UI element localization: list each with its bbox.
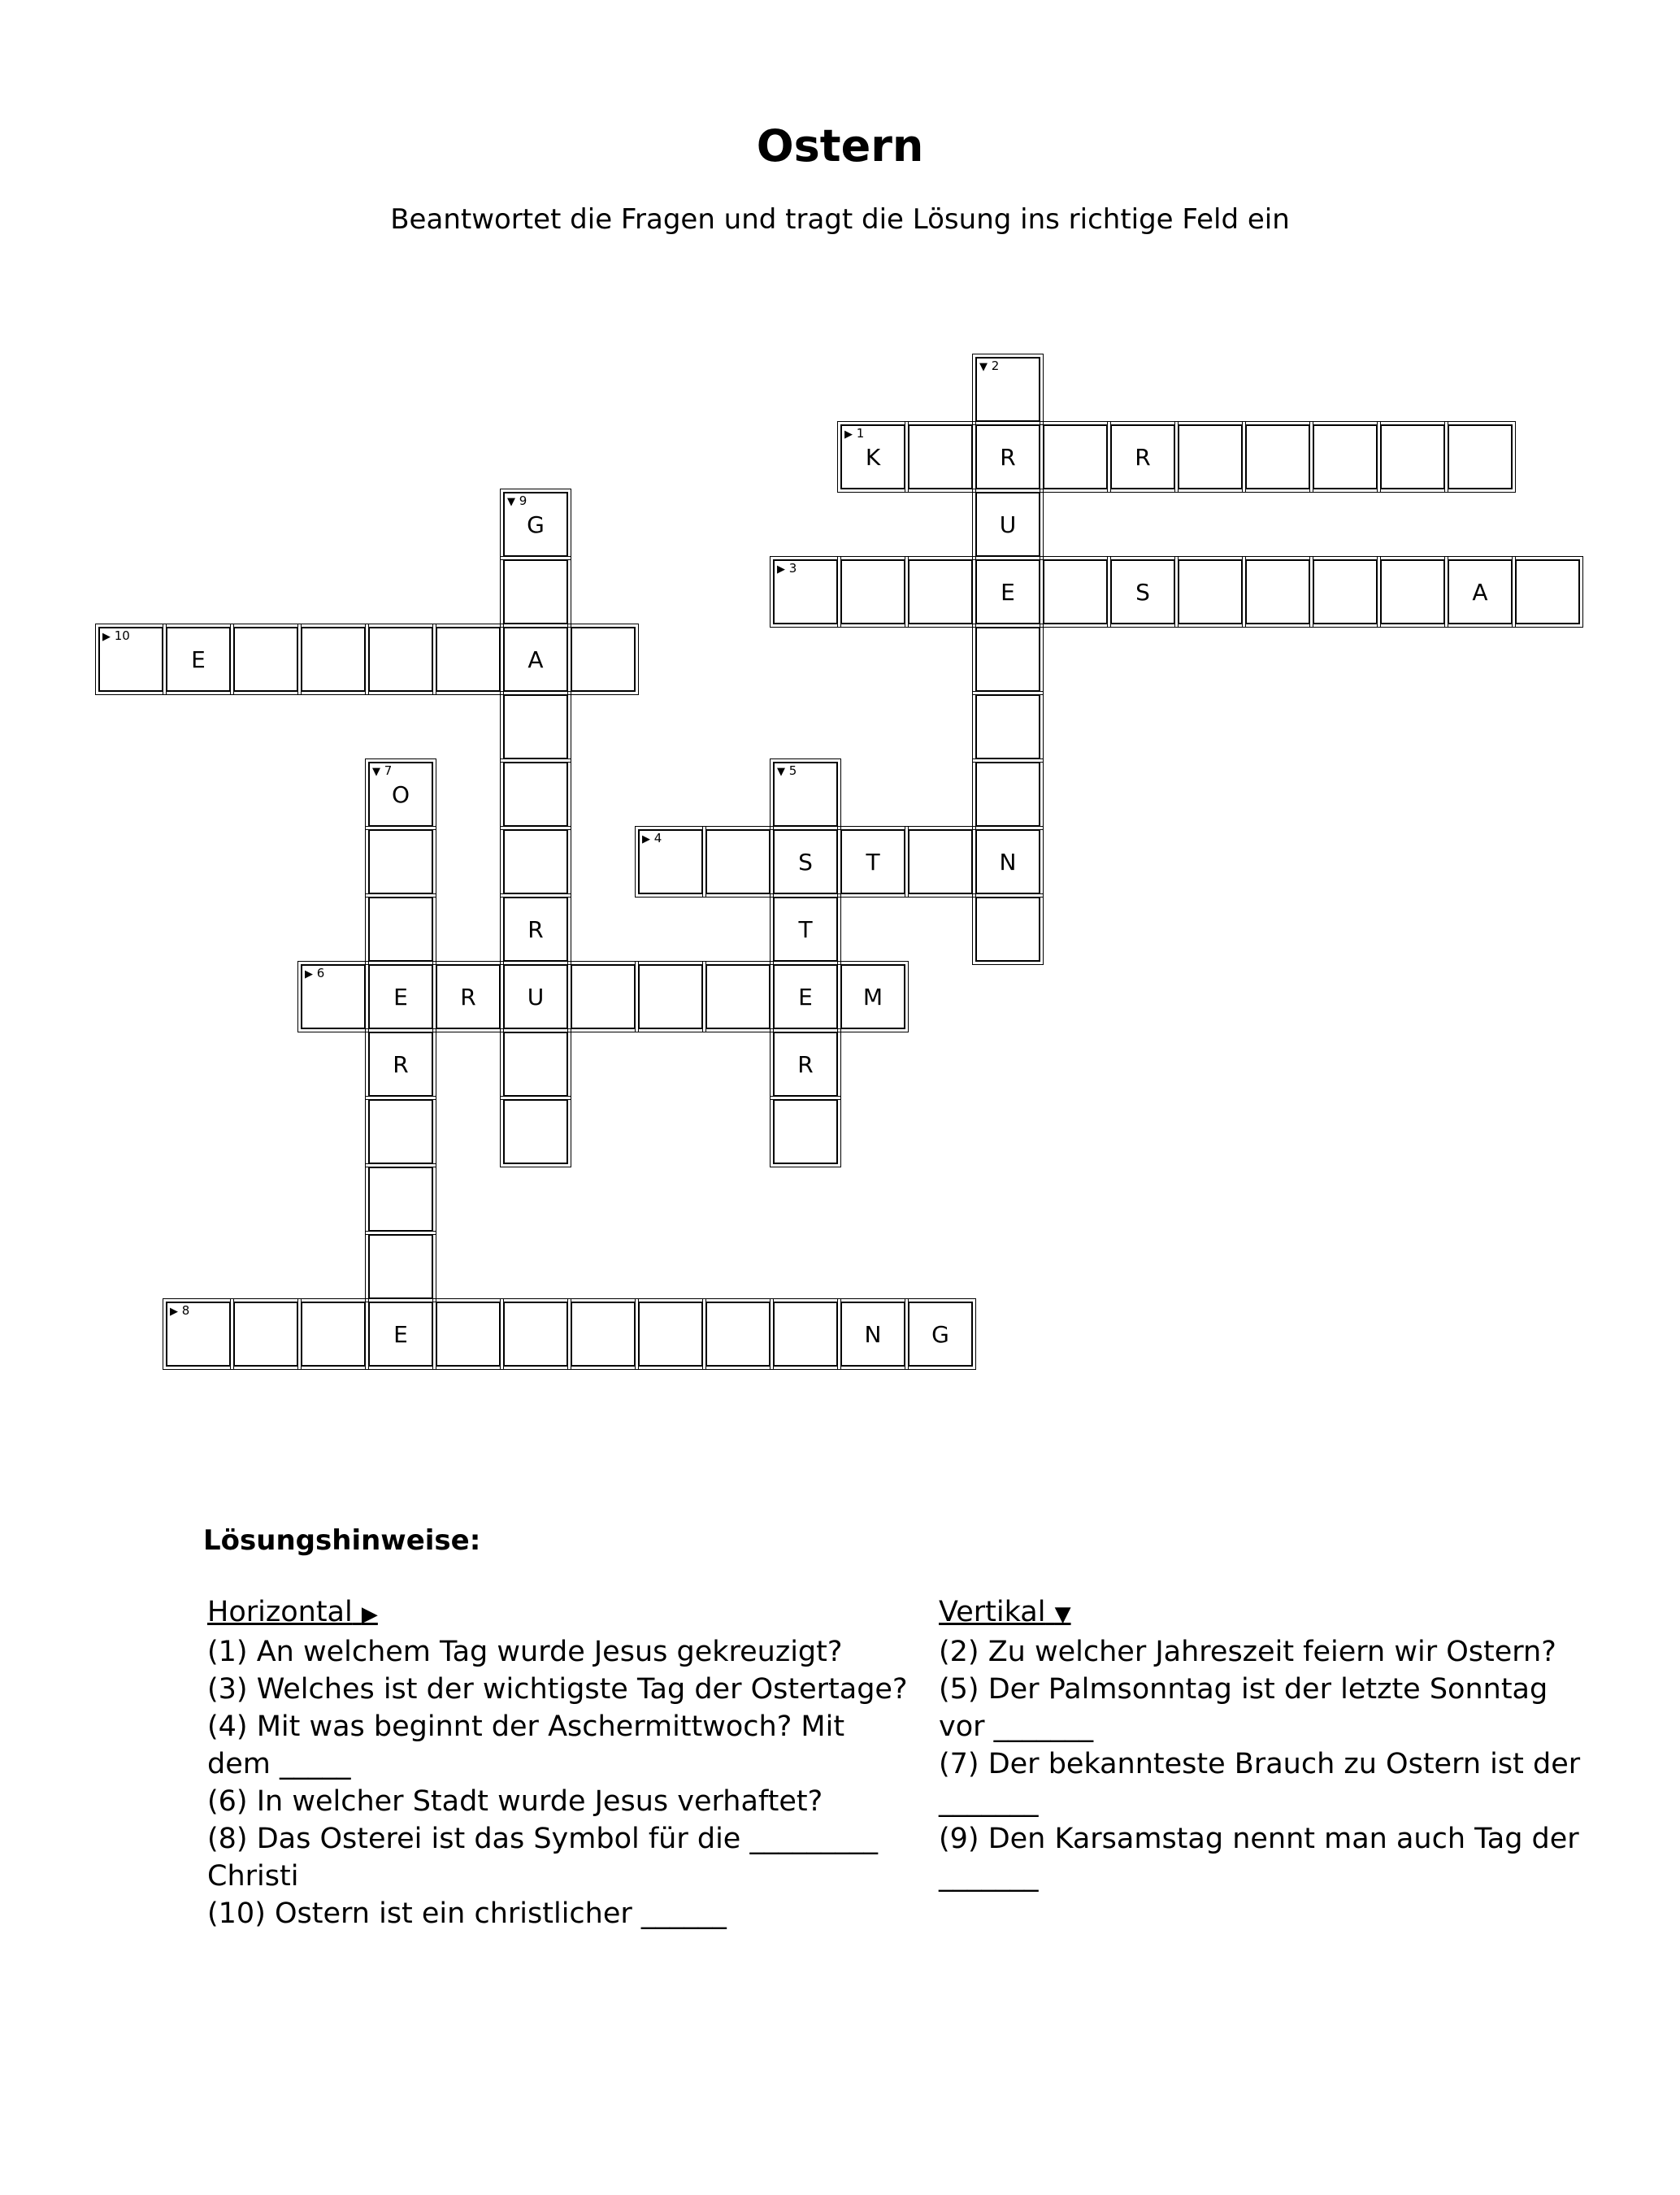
cell-letter: N xyxy=(864,1320,882,1348)
cell-letter xyxy=(775,763,836,825)
crossword-cell[interactable] xyxy=(975,357,1040,422)
page-title: Ostern xyxy=(756,120,924,172)
cell-letter xyxy=(707,831,769,893)
crossword-cell[interactable] xyxy=(368,829,433,894)
cell-letter: A xyxy=(527,645,544,673)
crossword-cell[interactable] xyxy=(503,559,568,624)
cell-letter xyxy=(977,696,1039,758)
crossword-cell[interactable] xyxy=(1380,559,1445,624)
clue-number: 9 xyxy=(515,493,527,508)
cell-letter xyxy=(1247,426,1309,488)
crossword-cell[interactable] xyxy=(705,829,771,894)
crossword-cell[interactable] xyxy=(773,1302,838,1367)
hints-heading: Lösungshinweise: xyxy=(203,1524,481,1557)
crossword-cell[interactable] xyxy=(638,964,703,1029)
cell-letter: O xyxy=(391,780,410,808)
cell-letter xyxy=(775,561,836,623)
cell-letter: K xyxy=(865,443,881,471)
cell-letter: E xyxy=(393,1320,408,1348)
cell-letter xyxy=(370,1101,432,1163)
crossword-cell[interactable] xyxy=(571,964,636,1029)
cell-letter xyxy=(775,1303,836,1365)
cell-letter: G xyxy=(931,1320,949,1348)
cell-letter: R xyxy=(460,983,476,1011)
clue-3: (3) Welches ist der wichtigste Tag der Ostertage? xyxy=(207,1673,908,1706)
crossword-cell[interactable] xyxy=(908,424,973,489)
crossword-cell[interactable] xyxy=(368,897,433,962)
cell-letter: N xyxy=(999,848,1017,876)
cell-letter xyxy=(775,1101,836,1163)
crossword-cell[interactable] xyxy=(436,1302,501,1367)
cell-letter xyxy=(505,1033,567,1095)
crossword-cell[interactable] xyxy=(1313,559,1378,624)
cell-letter xyxy=(302,628,364,690)
crossword-cell[interactable] xyxy=(1043,559,1108,624)
down-arrow-icon: ▼ xyxy=(979,361,988,373)
down-arrow-icon: ▼ xyxy=(777,766,785,778)
cell-letter xyxy=(370,1168,432,1230)
cell-letter xyxy=(1314,426,1376,488)
clue-number: 3 xyxy=(785,561,797,576)
cell-letter xyxy=(370,898,432,960)
down-arrow-icon: ▼ xyxy=(1054,1602,1071,1627)
crossword-cell[interactable] xyxy=(705,964,771,1029)
cell-letter xyxy=(505,1101,567,1163)
crossword-cell[interactable] xyxy=(98,627,163,692)
crossword-cell[interactable] xyxy=(368,1302,433,1367)
crossword-cell[interactable] xyxy=(166,627,231,692)
cell-letter: G xyxy=(527,511,545,538)
crossword-cell[interactable] xyxy=(1380,424,1445,489)
cell-letter xyxy=(1247,561,1309,623)
crossword-cell[interactable] xyxy=(503,627,568,692)
crossword-cell[interactable] xyxy=(773,1099,838,1164)
across-arrow-icon: ▶ xyxy=(305,968,313,980)
cell-letter xyxy=(1179,561,1241,623)
clue-number: 10 xyxy=(111,628,130,643)
crossword-cell[interactable] xyxy=(840,964,905,1029)
crossword-cell[interactable] xyxy=(975,694,1040,759)
crossword-cell[interactable] xyxy=(1313,424,1378,489)
across-arrow-icon: ▶ xyxy=(777,563,785,576)
crossword-cell[interactable] xyxy=(1245,559,1310,624)
crossword-cell[interactable] xyxy=(368,1234,433,1299)
crossword-cell[interactable] xyxy=(301,964,366,1029)
cell-letter xyxy=(977,359,1039,420)
cell-letter: E xyxy=(798,983,813,1011)
crossword-cell[interactable] xyxy=(840,424,905,489)
cell-letter xyxy=(505,763,567,825)
clue-2: (2) Zu welcher Jahreszeit feiern wir Ostern? xyxy=(939,1636,1556,1668)
crossword-cell[interactable] xyxy=(840,829,905,894)
clue-7: (7) Der bekannteste Brauch zu Ostern ist der _______ xyxy=(939,1748,1581,1818)
crossword-cell[interactable] xyxy=(975,424,1040,489)
cell-letter xyxy=(370,831,432,893)
down-arrow-icon: ▼ xyxy=(372,766,380,778)
cell-letter xyxy=(235,1303,297,1365)
crossword-cell[interactable] xyxy=(1110,424,1175,489)
clue-number: 8 xyxy=(178,1303,190,1318)
crossword-cell[interactable] xyxy=(705,1302,771,1367)
cell-letter: A xyxy=(1472,578,1488,606)
clue-8: (8) Das Osterei ist das Symbol für die _________ Christi xyxy=(207,1823,878,1893)
crossword-cell[interactable] xyxy=(503,1099,568,1164)
crossword-cell[interactable] xyxy=(1448,559,1513,624)
cell-letter xyxy=(437,1303,499,1365)
cell-letter xyxy=(640,831,701,893)
cell-letter: E xyxy=(191,645,206,673)
crossword-cell[interactable] xyxy=(368,1167,433,1232)
across-arrow-icon: ▶ xyxy=(170,1306,178,1318)
across-arrow-icon: ▶ xyxy=(844,428,853,441)
horizontal-clues xyxy=(207,1593,914,1932)
cell-letter xyxy=(1044,561,1106,623)
horizontal-heading xyxy=(207,1596,378,1628)
cell-letter xyxy=(572,628,634,690)
cell-letter xyxy=(1449,426,1511,488)
cell-letter: R xyxy=(527,915,544,943)
crossword-cell[interactable] xyxy=(773,1032,838,1097)
crossword-cell[interactable] xyxy=(368,964,433,1029)
clue-10: (10) Ostern ist ein christlicher ______ xyxy=(207,1897,727,1930)
crossword-cell[interactable] xyxy=(773,829,838,894)
cell-letter xyxy=(370,628,432,690)
crossword-cell[interactable] xyxy=(840,559,905,624)
across-arrow-icon: ▶ xyxy=(361,1602,378,1627)
clue-number: 5 xyxy=(785,763,797,778)
cell-letter xyxy=(640,1303,701,1365)
cell-letter: T xyxy=(798,915,813,943)
cell-letter xyxy=(370,1236,432,1297)
crossword-cell[interactable] xyxy=(301,1302,366,1367)
cell-letter xyxy=(505,561,567,623)
crossword-cell[interactable] xyxy=(166,1302,231,1367)
crossword-cell[interactable] xyxy=(1245,424,1310,489)
cell-letter: R xyxy=(1135,443,1151,471)
crossword-cell[interactable] xyxy=(975,897,1040,962)
cell-letter xyxy=(977,628,1039,690)
crossword-cell[interactable] xyxy=(1178,424,1243,489)
cell-letter xyxy=(1179,426,1241,488)
cell-letter xyxy=(505,696,567,758)
crossword-cell[interactable] xyxy=(638,1302,703,1367)
vertical-clues xyxy=(939,1593,1589,1895)
across-arrow-icon: ▶ xyxy=(642,833,650,845)
cell-letter xyxy=(572,966,634,1028)
cell-letter xyxy=(909,426,971,488)
crossword-cell[interactable] xyxy=(1178,559,1243,624)
vertical-heading xyxy=(939,1596,1071,1628)
crossword-cell[interactable] xyxy=(975,492,1040,557)
crossword-cell[interactable] xyxy=(773,762,838,827)
cell-letter xyxy=(707,966,769,1028)
cell-letter xyxy=(842,561,904,623)
crossword-cell[interactable] xyxy=(436,964,501,1029)
crossword-cell[interactable] xyxy=(503,1032,568,1097)
cell-letter xyxy=(167,1303,229,1365)
crossword-cell[interactable] xyxy=(975,559,1040,624)
cell-letter: E xyxy=(393,983,408,1011)
page-subtitle: Beantwortet die Fragen und tragt die Lösung ins richtige Feld ein xyxy=(390,203,1290,236)
crossword-cell[interactable] xyxy=(503,964,568,1029)
cell-letter xyxy=(1517,561,1578,623)
crossword-cell[interactable] xyxy=(571,627,636,692)
cell-letter xyxy=(505,1303,567,1365)
cell-letter xyxy=(707,1303,769,1365)
clue-4: (4) Mit was beginnt der Aschermittwoch? Mit dem _____ xyxy=(207,1710,845,1780)
crossword-cell[interactable] xyxy=(503,1302,568,1367)
cell-letter xyxy=(640,966,701,1028)
crossword-cell[interactable] xyxy=(368,627,433,692)
crossword-cell[interactable] xyxy=(233,627,298,692)
clue-number: 2 xyxy=(988,359,1000,373)
crossword-cell[interactable] xyxy=(368,1032,433,1097)
cell-letter xyxy=(235,628,297,690)
cell-letter xyxy=(909,831,971,893)
cell-letter xyxy=(302,1303,364,1365)
cell-letter: M xyxy=(862,983,883,1011)
crossword-cell[interactable] xyxy=(301,627,366,692)
clue-6: (6) In welcher Stadt wurde Jesus verhaftet? xyxy=(207,1785,823,1818)
crossword-cell[interactable] xyxy=(503,829,568,894)
crossword-cell[interactable] xyxy=(840,1302,905,1367)
clue-number: 1 xyxy=(853,426,865,441)
crossword-cell[interactable] xyxy=(975,762,1040,827)
cell-letter: S xyxy=(1135,578,1150,606)
cell-letter: R xyxy=(797,1050,814,1078)
crossword-cell[interactable] xyxy=(503,694,568,759)
across-arrow-icon: ▶ xyxy=(102,631,111,643)
cell-letter xyxy=(437,628,499,690)
cell-letter: R xyxy=(393,1050,409,1078)
crossword-cell[interactable] xyxy=(1043,424,1108,489)
crossword-cell[interactable] xyxy=(908,559,973,624)
cell-letter: S xyxy=(798,848,813,876)
crossword-cell[interactable] xyxy=(638,829,703,894)
crossword-cell[interactable] xyxy=(773,964,838,1029)
crossword-cell[interactable] xyxy=(503,762,568,827)
cell-letter xyxy=(909,561,971,623)
cell-letter: U xyxy=(527,983,545,1011)
vertical-heading-label: Vertikal xyxy=(939,1596,1046,1628)
crossword-cell[interactable] xyxy=(571,1302,636,1367)
crossword-cell[interactable] xyxy=(503,897,568,962)
crossword-cell[interactable] xyxy=(773,559,838,624)
cell-letter xyxy=(1382,426,1443,488)
cell-letter xyxy=(505,831,567,893)
clue-1: (1) An welchem Tag wurde Jesus gekreuzigt? xyxy=(207,1636,843,1668)
crossword-cell[interactable] xyxy=(233,1302,298,1367)
clue-5: (5) Der Palmsonntag ist der letzte Sonntag vor _______ xyxy=(939,1673,1548,1743)
cell-letter xyxy=(1314,561,1376,623)
clue-number: 4 xyxy=(650,831,662,845)
cell-letter xyxy=(572,1303,634,1365)
cell-letter xyxy=(1382,561,1443,623)
cell-letter: E xyxy=(1001,578,1015,606)
crossword-cell[interactable] xyxy=(436,627,501,692)
crossword-cell[interactable] xyxy=(503,492,568,557)
cell-letter: U xyxy=(999,511,1017,538)
crossword-cell[interactable] xyxy=(975,829,1040,894)
crossword-cell[interactable] xyxy=(975,627,1040,692)
clue-number: 6 xyxy=(313,966,325,980)
clue-number: 7 xyxy=(380,763,393,778)
crossword-cell[interactable] xyxy=(368,762,433,827)
cell-letter: T xyxy=(866,848,880,876)
cell-letter xyxy=(100,628,162,690)
crossword-cell[interactable] xyxy=(773,897,838,962)
crossword-cell[interactable] xyxy=(1110,559,1175,624)
horizontal-heading-label: Horizontal xyxy=(207,1596,353,1628)
cell-letter xyxy=(1044,426,1106,488)
crossword-cell[interactable] xyxy=(368,1099,433,1164)
cell-letter: R xyxy=(1000,443,1016,471)
cell-letter xyxy=(977,898,1039,960)
crossword-cell[interactable] xyxy=(1515,559,1580,624)
crossword-cell[interactable] xyxy=(908,829,973,894)
cell-letter xyxy=(302,966,364,1028)
crossword-cell[interactable] xyxy=(908,1302,973,1367)
clue-9: (9) Den Karsamstag nennt man auch Tag der _______ xyxy=(939,1823,1579,1893)
down-arrow-icon: ▼ xyxy=(507,496,515,508)
cell-letter xyxy=(977,763,1039,825)
crossword-cell[interactable] xyxy=(1448,424,1513,489)
